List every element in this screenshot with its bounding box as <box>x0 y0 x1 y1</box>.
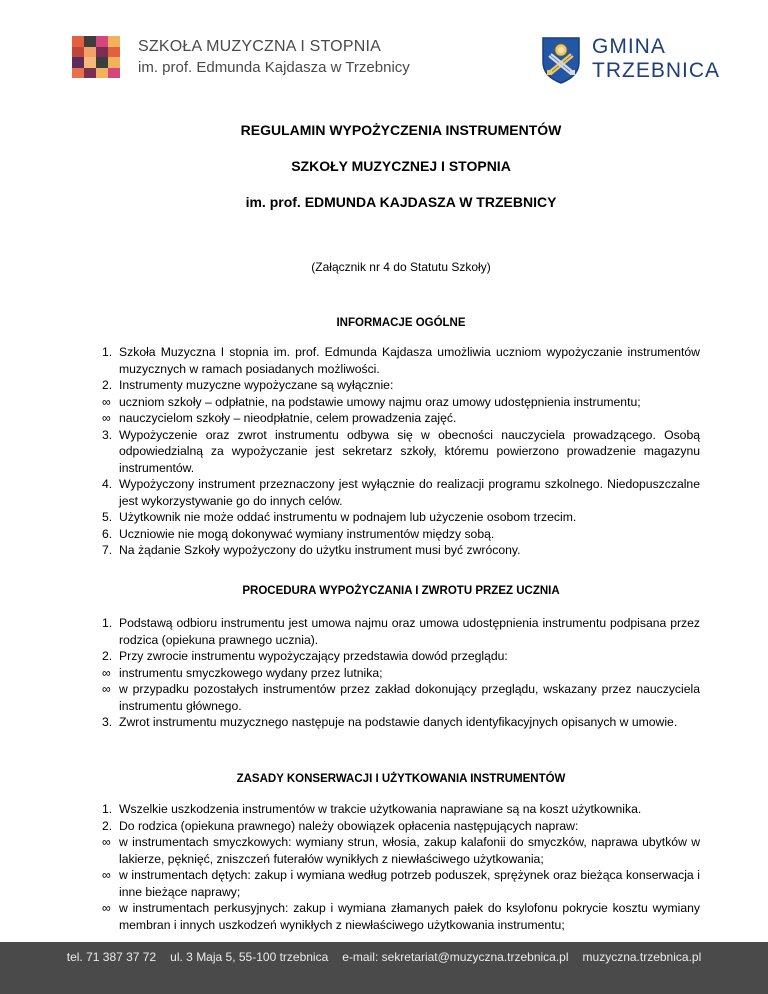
list-item <box>102 818 700 835</box>
bullet-marker: ∞ <box>102 901 111 915</box>
list-item <box>102 377 700 394</box>
logo-tile <box>108 47 120 58</box>
list-item-text: Instrumenty muzyczne wypożyczane są wyłącznie: <box>119 378 394 392</box>
item-number: 6. <box>102 526 113 541</box>
footer-address: ul. 3 Maja 5, 55-100 trzebnica <box>170 950 329 964</box>
logo-tile <box>72 47 84 58</box>
document-title-line3: im. prof. EDMUNDA KAJDASZA W TRZEBNICY <box>245 194 557 210</box>
section-list-general <box>102 344 700 559</box>
municipality-crest-icon <box>541 36 581 84</box>
school-name-line1: SZKOŁA MUZYCZNA I STOPNIA <box>138 38 381 55</box>
logo-tile <box>72 68 84 79</box>
logo-tile <box>96 47 108 58</box>
municipality-line2: TRZEBNICA <box>592 59 721 82</box>
logo-tile <box>72 36 84 47</box>
list-item <box>102 615 700 648</box>
list-item-text: instrumentu smyczkowego wydany przez lutnika; <box>119 665 383 680</box>
footer-phone: tel. 71 387 37 72 <box>66 950 157 964</box>
item-number: 1. <box>102 802 113 816</box>
list-item <box>102 900 700 933</box>
logo-tile <box>84 36 96 47</box>
list-item-text: Uczniowie nie mogą dokonywać wymiany instrumentów między sobą. <box>119 526 495 541</box>
section-heading-general: INFORMACJE OGÓLNE <box>336 317 466 329</box>
item-number: 3. <box>102 715 113 729</box>
list-item-text: Przy zwrocie instrumentu wypożyczający przedstawia dowód przeglądu: <box>119 649 508 663</box>
list-item-text: w instrumentach smyczkowych: wymiany strun, włosia, zakup kalafonii do smyczków, naprawa ubytków w lakierze, pęknięć, zniszczeń futerałów wynikłych z niewłaściwego użytkowania; <box>119 835 700 866</box>
list-item <box>102 476 700 509</box>
item-number: 1. <box>102 616 113 630</box>
logo-tile <box>84 68 96 79</box>
list-item-text: nauczycielom szkoły – nieodpłatnie, celem prowadzenia zajęć. <box>119 411 457 425</box>
list-item-text: Podstawą odbioru instrumentu jest umowa najmu oraz umowa udostępnienia instrumentu podpisana przez rodzica (opiekuna prawnego ucznia). <box>119 616 700 647</box>
logo-tile <box>108 68 120 79</box>
list-item <box>102 714 700 731</box>
letterhead <box>0 0 768 100</box>
list-item <box>102 648 700 665</box>
section-heading-maintenance: ZASADY KONSERWACJI I UŻYTKOWANIA INSTRUMENTÓW <box>236 773 566 785</box>
bullet-marker: ∞ <box>102 682 111 696</box>
logo-tile <box>96 57 108 68</box>
list-item-text: w przypadku pozostałych instrumentów przez zakład dokonujący przeglądu, wskazany przez nauczyciela instrumentu głównego. <box>119 682 700 713</box>
list-item-text: w instrumentach perkusyjnych: zakup i wymiana złamanych pałek do ksylofonu pokrycie kosztu wymiany membran i innych uszkodzeń wynikłych z niewłaściwego użytkowania instrumentu; <box>119 901 700 932</box>
list-item <box>102 665 700 682</box>
item-number: 1. <box>102 345 113 359</box>
item-number: 3. <box>102 427 113 442</box>
section-list-procedure <box>102 615 700 731</box>
list-item <box>102 427 700 477</box>
list-item-text: Na żądanie Szkoły wypożyczony do użytku instrument musi być zwrócony. <box>119 543 521 557</box>
list-item-text: Wypożyczony instrument przeznaczony jest wyłącznie do realizacji programu szkolnego. Niedopuszczalne jest wykorzystywanie go do innych celów. <box>119 477 700 508</box>
logo-tile <box>108 57 120 68</box>
footer-bar <box>0 942 768 994</box>
logo-tile <box>108 36 120 47</box>
item-number: 2. <box>102 378 113 392</box>
municipality-line1: GMINA <box>592 35 666 58</box>
annex-note: (Załącznik nr 4 do Statutu Szkoły) <box>311 260 491 274</box>
item-number: 2. <box>102 649 113 663</box>
list-item-text: w instrumentach dętych: zakup i wymiana według potrzeb poduszek, sprężynek oraz bieżąca konserwacja i inne bieżące naprawy; <box>119 868 700 899</box>
item-number: 2. <box>102 818 113 833</box>
list-item <box>102 542 700 559</box>
school-name-line2: im. prof. Edmunda Kajdasza w Trzebnicy <box>138 59 410 76</box>
logo-tile <box>96 68 108 79</box>
list-item <box>102 526 700 543</box>
logo-tile <box>96 36 108 47</box>
bullet-marker: ∞ <box>102 665 111 680</box>
section-heading-procedure: PROCEDURA WYPOŻYCZANIA I ZWROTU PRZEZ UCZNIA <box>242 585 560 597</box>
municipality-name <box>592 35 720 83</box>
bullet-marker: ∞ <box>102 835 111 849</box>
list-item-text: uczniom szkoły – odpłatnie, na podstawie umowy najmu oraz umowy udostępnienia instrumentu; <box>119 394 641 409</box>
list-item <box>102 681 700 714</box>
logo-tile <box>84 57 96 68</box>
list-item <box>102 867 700 900</box>
list-item-text: Do rodzica (opiekuna prawnego) należy obowiązek opłacenia następujących napraw: <box>119 818 579 833</box>
school-logo-mosaic <box>72 36 120 78</box>
footer-website: muzyczna.trzebnica.pl <box>582 950 702 964</box>
logo-tile <box>84 47 96 58</box>
list-item <box>102 410 700 427</box>
document-title-line2: SZKOŁY MUZYCZNEJ I STOPNIA <box>291 158 511 174</box>
list-item-text: Zwrot instrumentu muzycznego następuje na podstawie danych identyfikacyjnych opisanych w umowie. <box>119 715 678 729</box>
bullet-marker: ∞ <box>102 394 111 409</box>
item-number: 7. <box>102 543 113 557</box>
item-number: 4. <box>102 477 113 491</box>
section-list-maintenance <box>102 801 700 933</box>
list-item <box>102 801 700 818</box>
footer-email: e-mail: sekretariat@muzyczna.trzebnica.pl <box>342 950 569 964</box>
bullet-marker: ∞ <box>102 868 111 882</box>
list-item <box>102 834 700 867</box>
list-item <box>102 509 700 526</box>
item-number: 5. <box>102 510 113 524</box>
list-item-text: Wypożyczenie oraz zwrot instrumentu odbywa się w obecności nauczyciela prowadzącego. Osobą odpowiedzialną za wypożyczanie jest sekretarz szkoły, któremu powierzono prowadzenie magazynu instrumentów. <box>119 427 700 475</box>
list-item <box>102 394 700 411</box>
list-item-text: Szkoła Muzyczna I stopnia im. prof. Edmunda Kajdasza umożliwia uczniom wypożyczanie instrumentów muzycznych w ramach posiadanych możliwości. <box>119 345 700 376</box>
document-title-line1: REGULAMIN WYPOŻYCZENIA INSTRUMENTÓW <box>240 122 562 138</box>
logo-tile <box>72 57 84 68</box>
list-item-text: Wszelkie uszkodzenia instrumentów w trakcie użytkowania naprawiane są na koszt użytkownika. <box>119 802 642 816</box>
list-item-text: Użytkownik nie może oddać instrumentu w podnajem lub użyczenie osobom trzecim. <box>119 510 577 524</box>
list-item <box>102 344 700 377</box>
school-name <box>138 37 410 77</box>
bullet-marker: ∞ <box>102 411 111 425</box>
